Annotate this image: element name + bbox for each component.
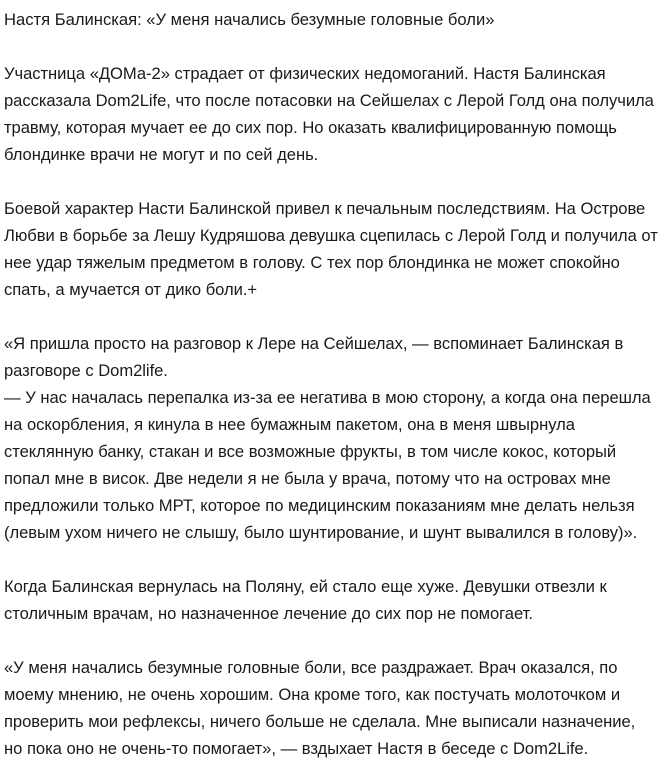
quote-one-lead-line: «Я пришла просто на разговор к Лере на Сейшелах, — вспоминает Балинская в разговоре с Dom2life. — [4, 334, 624, 380]
quote-one-body-line: — У нас началась перепалка из-за ее негатива в мою сторону, а когда она перешла на оскорбления, я кинула в нее бумажным пакетом, она в меня швырнула стеклянную банку, стакан и все возможные фрукты, в том числе кокос, который попал мне в висок. Две недели я не была у врача, потому что на островах мне предложили только МРТ, которое по медицинским показаниям мне делать нельзя (левым ухом ничего не слышу, было шунтирование, и шунт вывалился в голову)». — [4, 388, 651, 542]
article-paragraph-background: Боевой характер Насти Балинской привел к печальным последствиям. На Острове Любви в борьбе за Лешу Кудряшова девушка сцепилась с Лерой Голд и получила от нее удар тяжелым предметом в голову. С тех пор блондинка не может спокойно спать, а мучается от дико боли.+ — [4, 199, 658, 299]
article-paragraph-quote-one — [4, 330, 658, 546]
article-headline: Настя Балинская: «У меня начались безумные головные боли» — [4, 10, 495, 29]
article-paragraph-quote-two: «У меня начались безумные головные боли, все раздражает. Врач оказался, по моему мнению, не очень хорошим. Она кроме того, как постучать молоточком и проверить мои рефлексы, ничего больше не сделала. Мне выписали назначение, но пока оно не очень-то помогает», — вздыхает Настя в беседе с Dom2Life. — [4, 658, 636, 758]
article-paragraph-intro: Участница «ДОМа-2» страдает от физических недомоганий. Настя Балинская рассказала Dom2Life, что после потасовки на Сейшелах с Лерой Голд она получила травму, которая мучает ее до сих пор. Но оказать квалифицированную помощь блондинке врачи не могут и по сей день. — [4, 64, 654, 164]
article-paragraph-aftermath: Когда Балинская вернулась на Поляну, ей стало еще хуже. Девушки отвезли к столичным врачам, но назначенное лечение до сих пор не помогает. — [4, 577, 607, 623]
